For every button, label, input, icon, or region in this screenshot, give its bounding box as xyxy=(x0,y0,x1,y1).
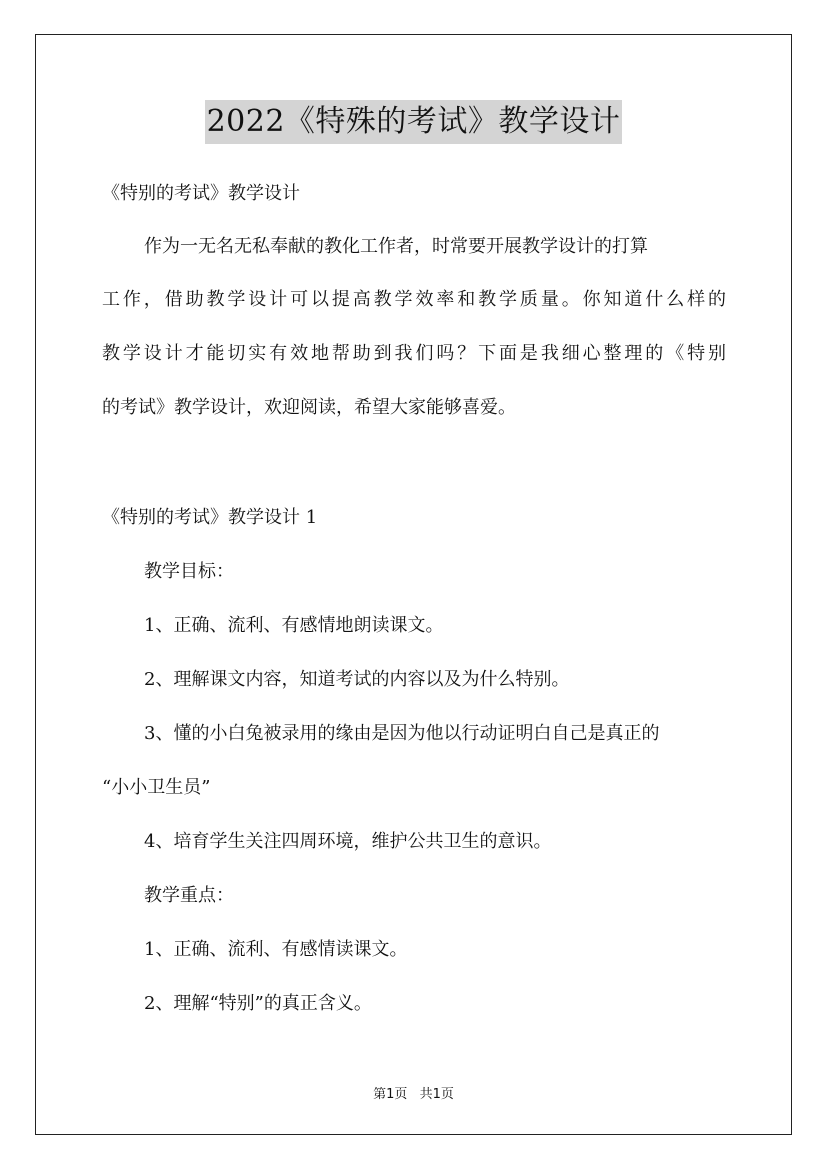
intro-line-1: 作为一无名无私奉献的教化工作者，时常要开展教学设计的打算 xyxy=(144,236,648,257)
title-container xyxy=(0,100,827,144)
objectives-heading: 教学目标： xyxy=(144,561,234,582)
page-footer xyxy=(0,1083,827,1102)
objective-item-3: 3、懂的小白兔被录用的缘由是因为他以行动证明白自己是真正的 xyxy=(144,723,660,744)
subtitle-line: 《特别的考试》教学设计 xyxy=(102,183,300,204)
intro-line-3: 教学设计才能切实有效地帮助到我们吗？下面是我细心整理的《特别 xyxy=(102,343,726,364)
intro-line-4: 的考试》教学设计，欢迎阅读，希望大家能够喜爱。 xyxy=(102,397,516,418)
intro-line-2: 工作，借助教学设计可以提高教学效率和教学质量。你知道什么样的 xyxy=(102,289,726,310)
page-total: 共1页 xyxy=(419,1087,454,1102)
objective-item-4: 4、培育学生关注四周环境，维护公共卫生的意识。 xyxy=(144,831,552,852)
keypoint-item-1: 1、正确、流利、有感情读课文。 xyxy=(144,939,408,960)
page-number: 第1页 xyxy=(373,1087,408,1102)
section-heading: 《特别的考试》教学设计 1 xyxy=(102,507,318,528)
document-title: 2022《特殊的考试》教学设计 xyxy=(205,100,623,144)
objective-item-1: 1、正确、流利、有感情地朗读课文。 xyxy=(144,615,444,636)
keypoint-item-2: 2、理解“特别”的真正含义。 xyxy=(144,993,372,1014)
keypoints-heading: 教学重点： xyxy=(144,885,234,906)
objective-item-2: 2、理解课文内容，知道考试的内容以及为什么特别。 xyxy=(144,669,570,690)
objective-item-3-cont: “小小卫生员” xyxy=(102,777,211,798)
